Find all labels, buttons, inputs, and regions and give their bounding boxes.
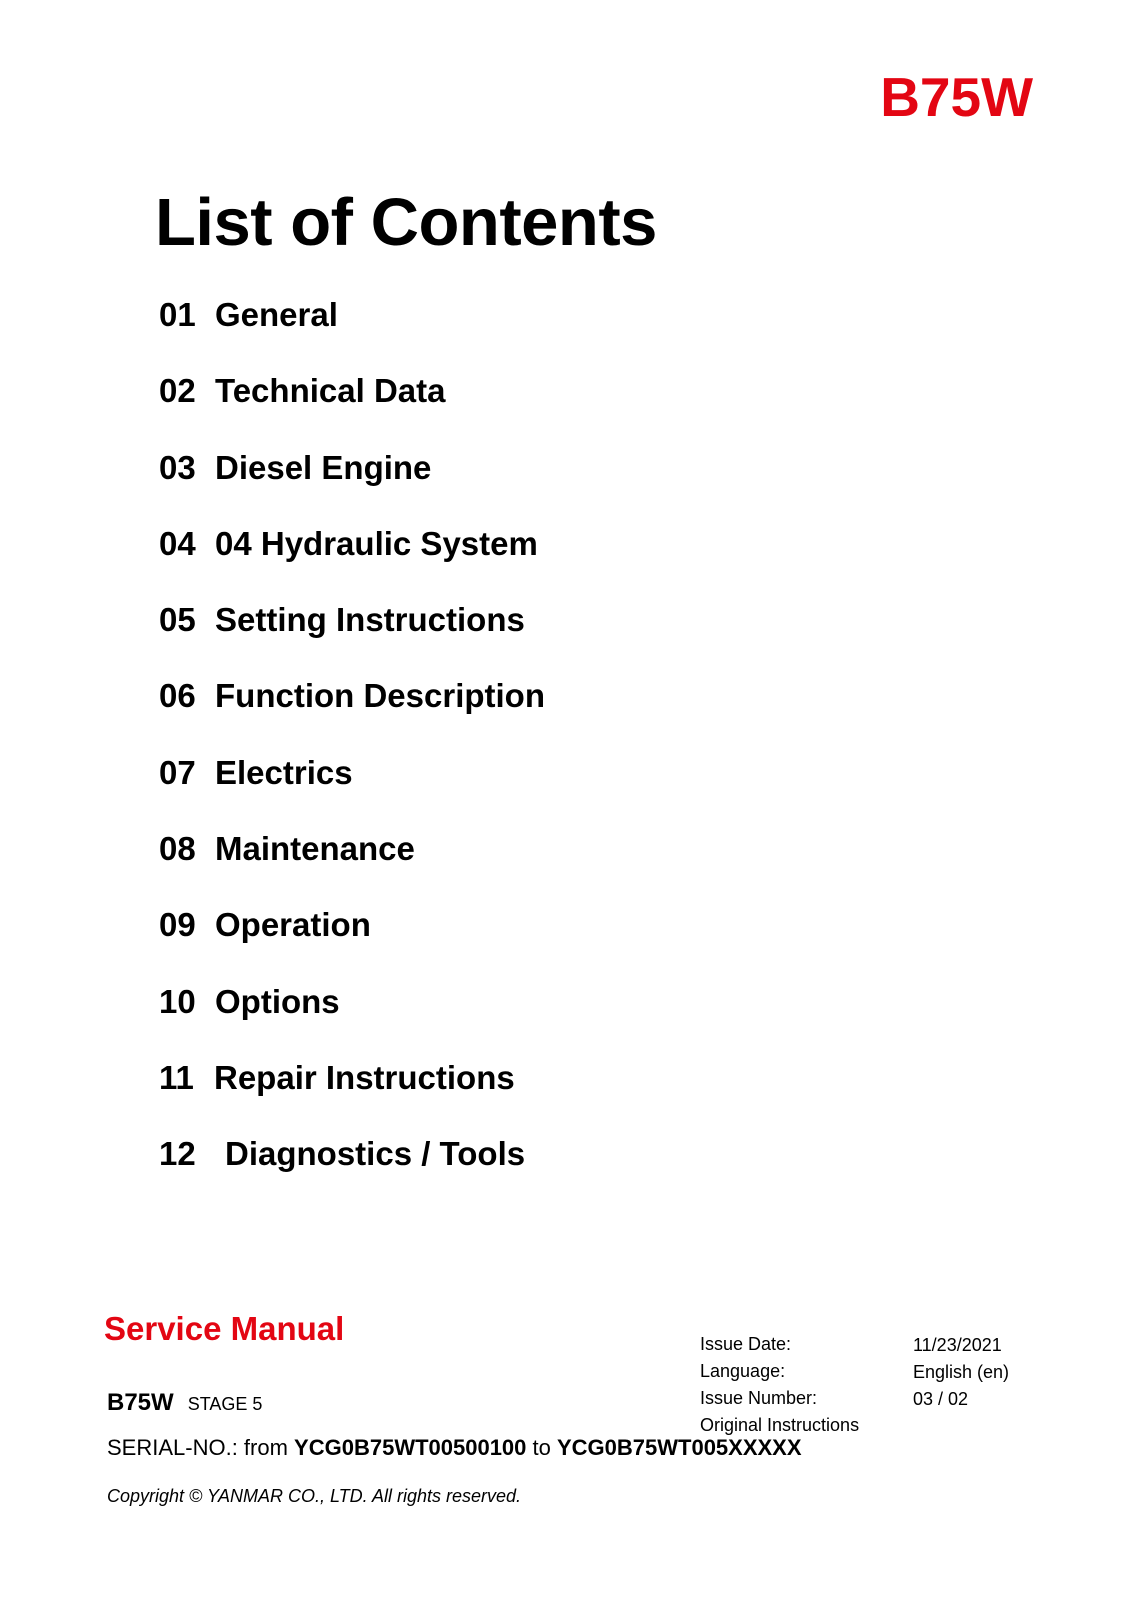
footer-model: B75W: [107, 1389, 174, 1416]
toc-number: 06: [159, 677, 196, 715]
service-manual-heading: Service Manual: [104, 1310, 345, 1347]
serial-number-line: [107, 1437, 802, 1459]
language-label: Language:: [700, 1361, 786, 1381]
toc-number: 10: [159, 982, 196, 1020]
serial-prefix: SERIAL-NO.: from: [107, 1435, 295, 1460]
toc-item-hydraulic-system[interactable]: [159, 524, 545, 600]
toc-number: 08: [159, 830, 196, 868]
toc-number: 05: [159, 601, 196, 639]
issue-number-value: 03 / 02: [913, 1389, 969, 1409]
toc-label: Function Description: [215, 677, 545, 715]
toc-label: Options: [215, 982, 340, 1020]
original-instructions-label: Original Instructions: [700, 1415, 860, 1435]
toc-number: 04: [159, 524, 196, 562]
language-value: English (en): [913, 1362, 1010, 1382]
toc-label: Electrics: [215, 753, 353, 791]
serial-to: YCG0B75WT005XXXXX: [556, 1435, 802, 1460]
toc-label: 04 Hydraulic System: [215, 524, 538, 562]
issue-meta-values: [913, 1332, 1009, 1413]
toc-item-operation[interactable]: [159, 905, 545, 981]
issue-date-value: 11/23/2021: [913, 1335, 1002, 1355]
toc-number: 11: [159, 1058, 194, 1096]
issue-number-label: Issue Number:: [700, 1388, 818, 1408]
footer-stage: STAGE 5: [187, 1394, 263, 1414]
serial-mid: to: [526, 1435, 557, 1460]
toc-number: 09: [159, 906, 196, 944]
toc-number: 03: [159, 448, 196, 486]
issue-date-label: Issue Date:: [700, 1334, 792, 1354]
toc-item-electrics[interactable]: [159, 753, 545, 829]
toc-item-maintenance[interactable]: [159, 829, 545, 905]
serial-from: YCG0B75WT00500100: [294, 1435, 527, 1460]
toc-item-setting-instructions[interactable]: [159, 600, 545, 676]
copyright-notice: Copyright © YANMAR CO., LTD. All rights reserved.: [107, 1486, 522, 1506]
toc-number: 07: [159, 753, 196, 791]
toc-item-diagnostics-tools[interactable]: [159, 1134, 545, 1210]
toc-item-repair-instructions[interactable]: [159, 1058, 545, 1134]
toc-number: 02: [159, 372, 196, 410]
toc-number: 01: [159, 296, 196, 333]
toc-label: General: [215, 296, 338, 333]
toc-label: Maintenance: [215, 830, 415, 868]
toc-label: Setting Instructions: [215, 601, 525, 639]
toc-item-options[interactable]: [159, 982, 545, 1058]
model-stage-line: [107, 1391, 262, 1415]
toc-label: Diesel Engine: [215, 448, 432, 486]
toc-label: Diagnostics / Tools: [225, 1135, 526, 1173]
toc-item-general[interactable]: [159, 295, 545, 371]
table-of-contents: [159, 295, 545, 1211]
toc-item-technical-data[interactable]: [159, 371, 545, 447]
toc-item-function-description[interactable]: [159, 676, 545, 752]
toc-number: 12: [159, 1135, 196, 1173]
toc-item-diesel-engine[interactable]: [159, 448, 545, 524]
toc-label: Technical Data: [215, 372, 446, 410]
issue-meta-labels: [700, 1331, 859, 1439]
toc-label: Operation: [215, 906, 371, 944]
toc-label: Repair Instructions: [214, 1058, 515, 1096]
model-code: B75W: [880, 66, 1033, 128]
page-title: List of Contents: [155, 185, 657, 260]
